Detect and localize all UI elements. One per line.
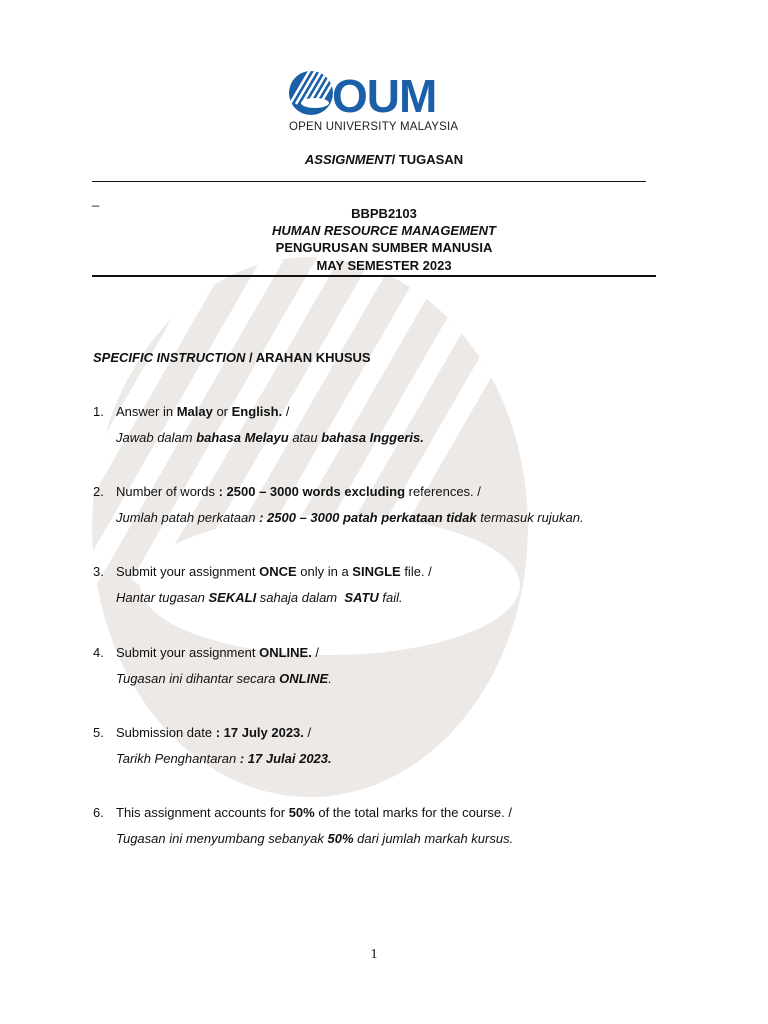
page-number: 1 xyxy=(370,947,378,962)
semester: MAY SEMESTER 2023 xyxy=(316,258,452,273)
course-code: BBPB2103 xyxy=(351,206,417,221)
logo-subtitle: OPEN UNIVERSITY MALAYSIA xyxy=(289,121,459,133)
divider xyxy=(92,275,656,277)
list-item: 3. Submit your assignment ONCE only in a SINGLE file. / Hantar tugasan SEKALI sahaja dalam SATU fail. xyxy=(93,564,432,605)
course-title-en: HUMAN RESOURCE MANAGEMENT xyxy=(272,223,496,238)
dash-mark: _ xyxy=(92,192,100,207)
list-item: 6. This assignment accounts for 50% of the total marks for the course. / Tugasan ini menyumbang sebanyak 50% dari jumlah markah kursus. xyxy=(93,805,514,846)
course-title-my: PENGURUSAN SUMBER MANUSIA xyxy=(275,240,493,255)
divider xyxy=(92,181,646,182)
assignment-title: ASSIGNMENT/ TUGASAN xyxy=(304,152,464,167)
list-item: 2. Number of words : 2500 – 3000 words excluding references. / Jumlah patah perkataan : 2500 – 3000 patah perkataan tidak termasuk rujukan. xyxy=(93,484,584,525)
instructions-title: SPECIFIC INSTRUCTION / ARAHAN KHUSUS xyxy=(93,350,371,365)
list-item: 1. Answer in Malay or English. / Jawab dalam bahasa Melayu atau bahasa Inggeris. xyxy=(93,404,424,445)
list-item: 4. Submit your assignment ONLINE. / Tugasan ini dihantar secara ONLINE. xyxy=(93,645,332,686)
oum-watermark-icon xyxy=(90,255,584,800)
list-item: 5. Submission date : 17 July 2023. / Tarikh Penghantaran : 17 Julai 2023. xyxy=(93,725,332,766)
logo-brand: OUM xyxy=(332,70,437,122)
